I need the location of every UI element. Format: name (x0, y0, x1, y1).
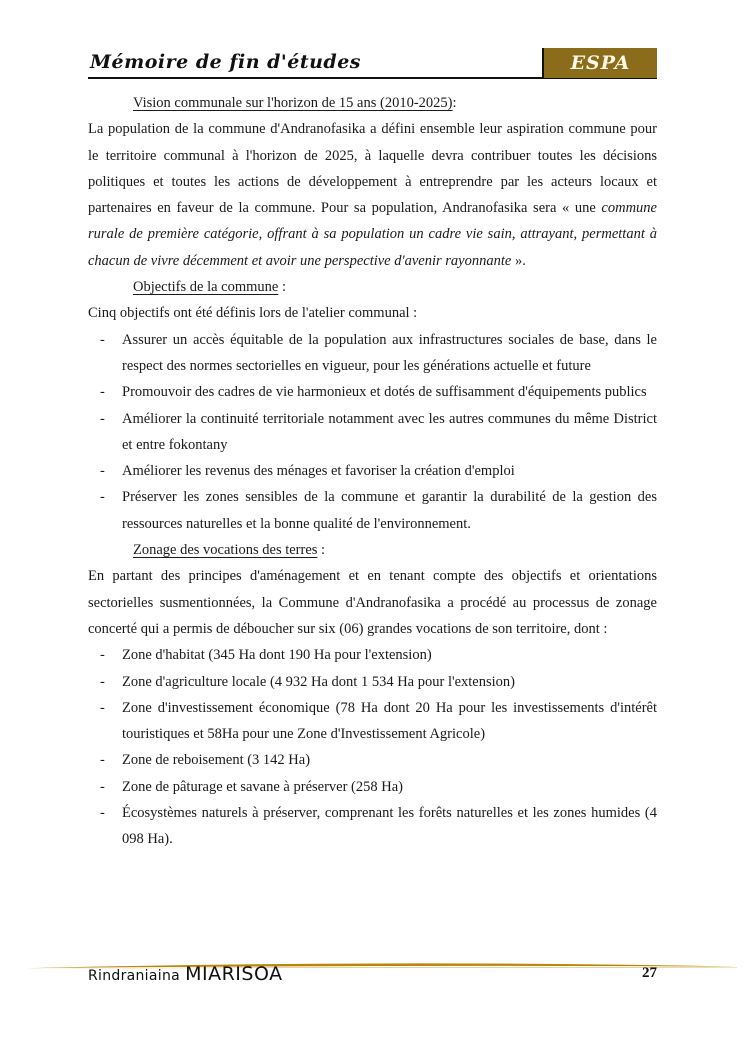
list-item-text: Améliorer les revenus des ménages et favoriser la création d'emploi (122, 463, 515, 480)
heading-suffix-objectifs: : (278, 279, 287, 296)
header-running-title: Mémoire de fin d'études (90, 51, 361, 73)
espa-logo (542, 48, 657, 78)
author-first-name: Rindraniaina (88, 968, 180, 984)
objectifs-list-item (88, 484, 657, 537)
bullet-marker: - (100, 489, 105, 506)
zonage-list-item (88, 747, 657, 773)
bullet-marker: - (100, 410, 105, 427)
section-heading-zonage (88, 537, 657, 563)
bullet-marker: - (100, 752, 105, 769)
list-item-text: Promouvoir des cadres de vie harmonieux et dotés de suffisamment d'équipements publics (122, 384, 647, 401)
bullet-marker: - (100, 463, 105, 480)
objectifs-list-item (88, 327, 657, 380)
objectifs-list-item (88, 406, 657, 459)
page-header (88, 40, 657, 79)
objectifs-list-item (88, 458, 657, 484)
bullet-marker: - (100, 673, 105, 690)
list-item-text: Zone d'agriculture locale (4 932 Ha dont 1 534 Ha pour l'extension) (122, 673, 515, 690)
list-item-text: Préserver les zones sensibles de la commune et garantir la durabilité de la gestion des ressources naturelles et la bonne qualité de l'environnement. (122, 489, 657, 532)
bullet-marker: - (100, 805, 105, 822)
heading-text-objectifs: Objectifs de la commune (133, 279, 279, 296)
objectifs-list-item (88, 379, 657, 405)
section-heading-vision (88, 90, 657, 116)
vision-paragraph-run-regular: La population de la commune d'Andranofasika a défini ensemble leur aspiration commune pour le territoire communal à l'horizon de 2025, à laquelle devra contribuer toutes les décisions politiques et toutes les actions de développement à entreprendre par les acteurs locaux et partenaires en faveur de la commune. Pour sa population, Andranofasika sera « une (88, 121, 657, 217)
bullet-marker: - (100, 384, 105, 401)
espa-logo-text: ESPA (570, 52, 631, 74)
zonage-list-item (88, 774, 657, 800)
heading-text-vision: Vision communale sur l'horizon de 15 ans (2010-2025) (133, 95, 453, 111)
list-item-text: Zone de reboisement (3 142 Ha) (122, 752, 311, 769)
list-item-text: Écosystèmes naturels à préserver, comprenant les forêts naturelles et les zones humides (4 098 Ha). (122, 805, 657, 848)
page-number: 27 (642, 965, 657, 981)
list-item-text: Améliorer la continuité territoriale notamment avec les autres communes du même District et entre fokontany (122, 410, 657, 453)
bullet-marker: - (100, 778, 105, 795)
heading-suffix-vision: : (452, 95, 457, 111)
list-item-text: Zone d'investissement économique (78 Ha dont 20 Ha pour les investissements d'intérêt touristiques et 58Ha pour une Zone d'Investissement Agricole) (122, 699, 657, 743)
zonage-list-item (88, 695, 657, 748)
document-body (88, 90, 657, 853)
vision-paragraph (88, 116, 657, 274)
zonage-intro: En partant des principes d'aménagement et en tenant compte des objectifs et orientations sectorielles susmentionnées, la Commune d'Andranofasika a procédé au processus de zonage concerté qui a permis de déboucher sur six (06) grandes vocations de son territoire, dont : (88, 568, 657, 637)
bullet-marker: - (100, 699, 105, 716)
footer-author (88, 963, 283, 985)
list-item-text: Zone de pâturage et savane à préserver (258 Ha) (122, 778, 403, 795)
heading-suffix-zonage: : (317, 542, 326, 559)
section-heading-objectifs (88, 274, 657, 300)
bullet-marker: - (100, 331, 105, 348)
heading-text-zonage: Zonage des vocations des terres (133, 542, 318, 559)
list-item-text: Assurer un accès équitable de la population aux infrastructures sociales de base, dans le respect des normes sectorielles en vigueur, pour les générations actuelle et future (122, 331, 657, 374)
zonage-list-item (88, 642, 657, 668)
bullet-marker: - (100, 647, 105, 664)
vision-paragraph-run-closing: ». (511, 252, 526, 269)
author-last-name: MIARISOA (185, 963, 283, 985)
page-footer (88, 963, 657, 991)
list-item-text: Zone d'habitat (345 Ha dont 190 Ha pour l'extension) (122, 647, 432, 664)
objectifs-intro: Cinq objectifs ont été définis lors de l'atelier communal : (88, 305, 418, 322)
zonage-list-item (88, 669, 657, 695)
zonage-list-item (88, 800, 657, 853)
vision-paragraph-run-italic-quote: commune rurale de première catégorie, offrant à sa population un cadre vie sain, attrayant, permettant à chacun de vivre décemment et avoir une perspective d'avenir rayonnante (88, 200, 657, 269)
